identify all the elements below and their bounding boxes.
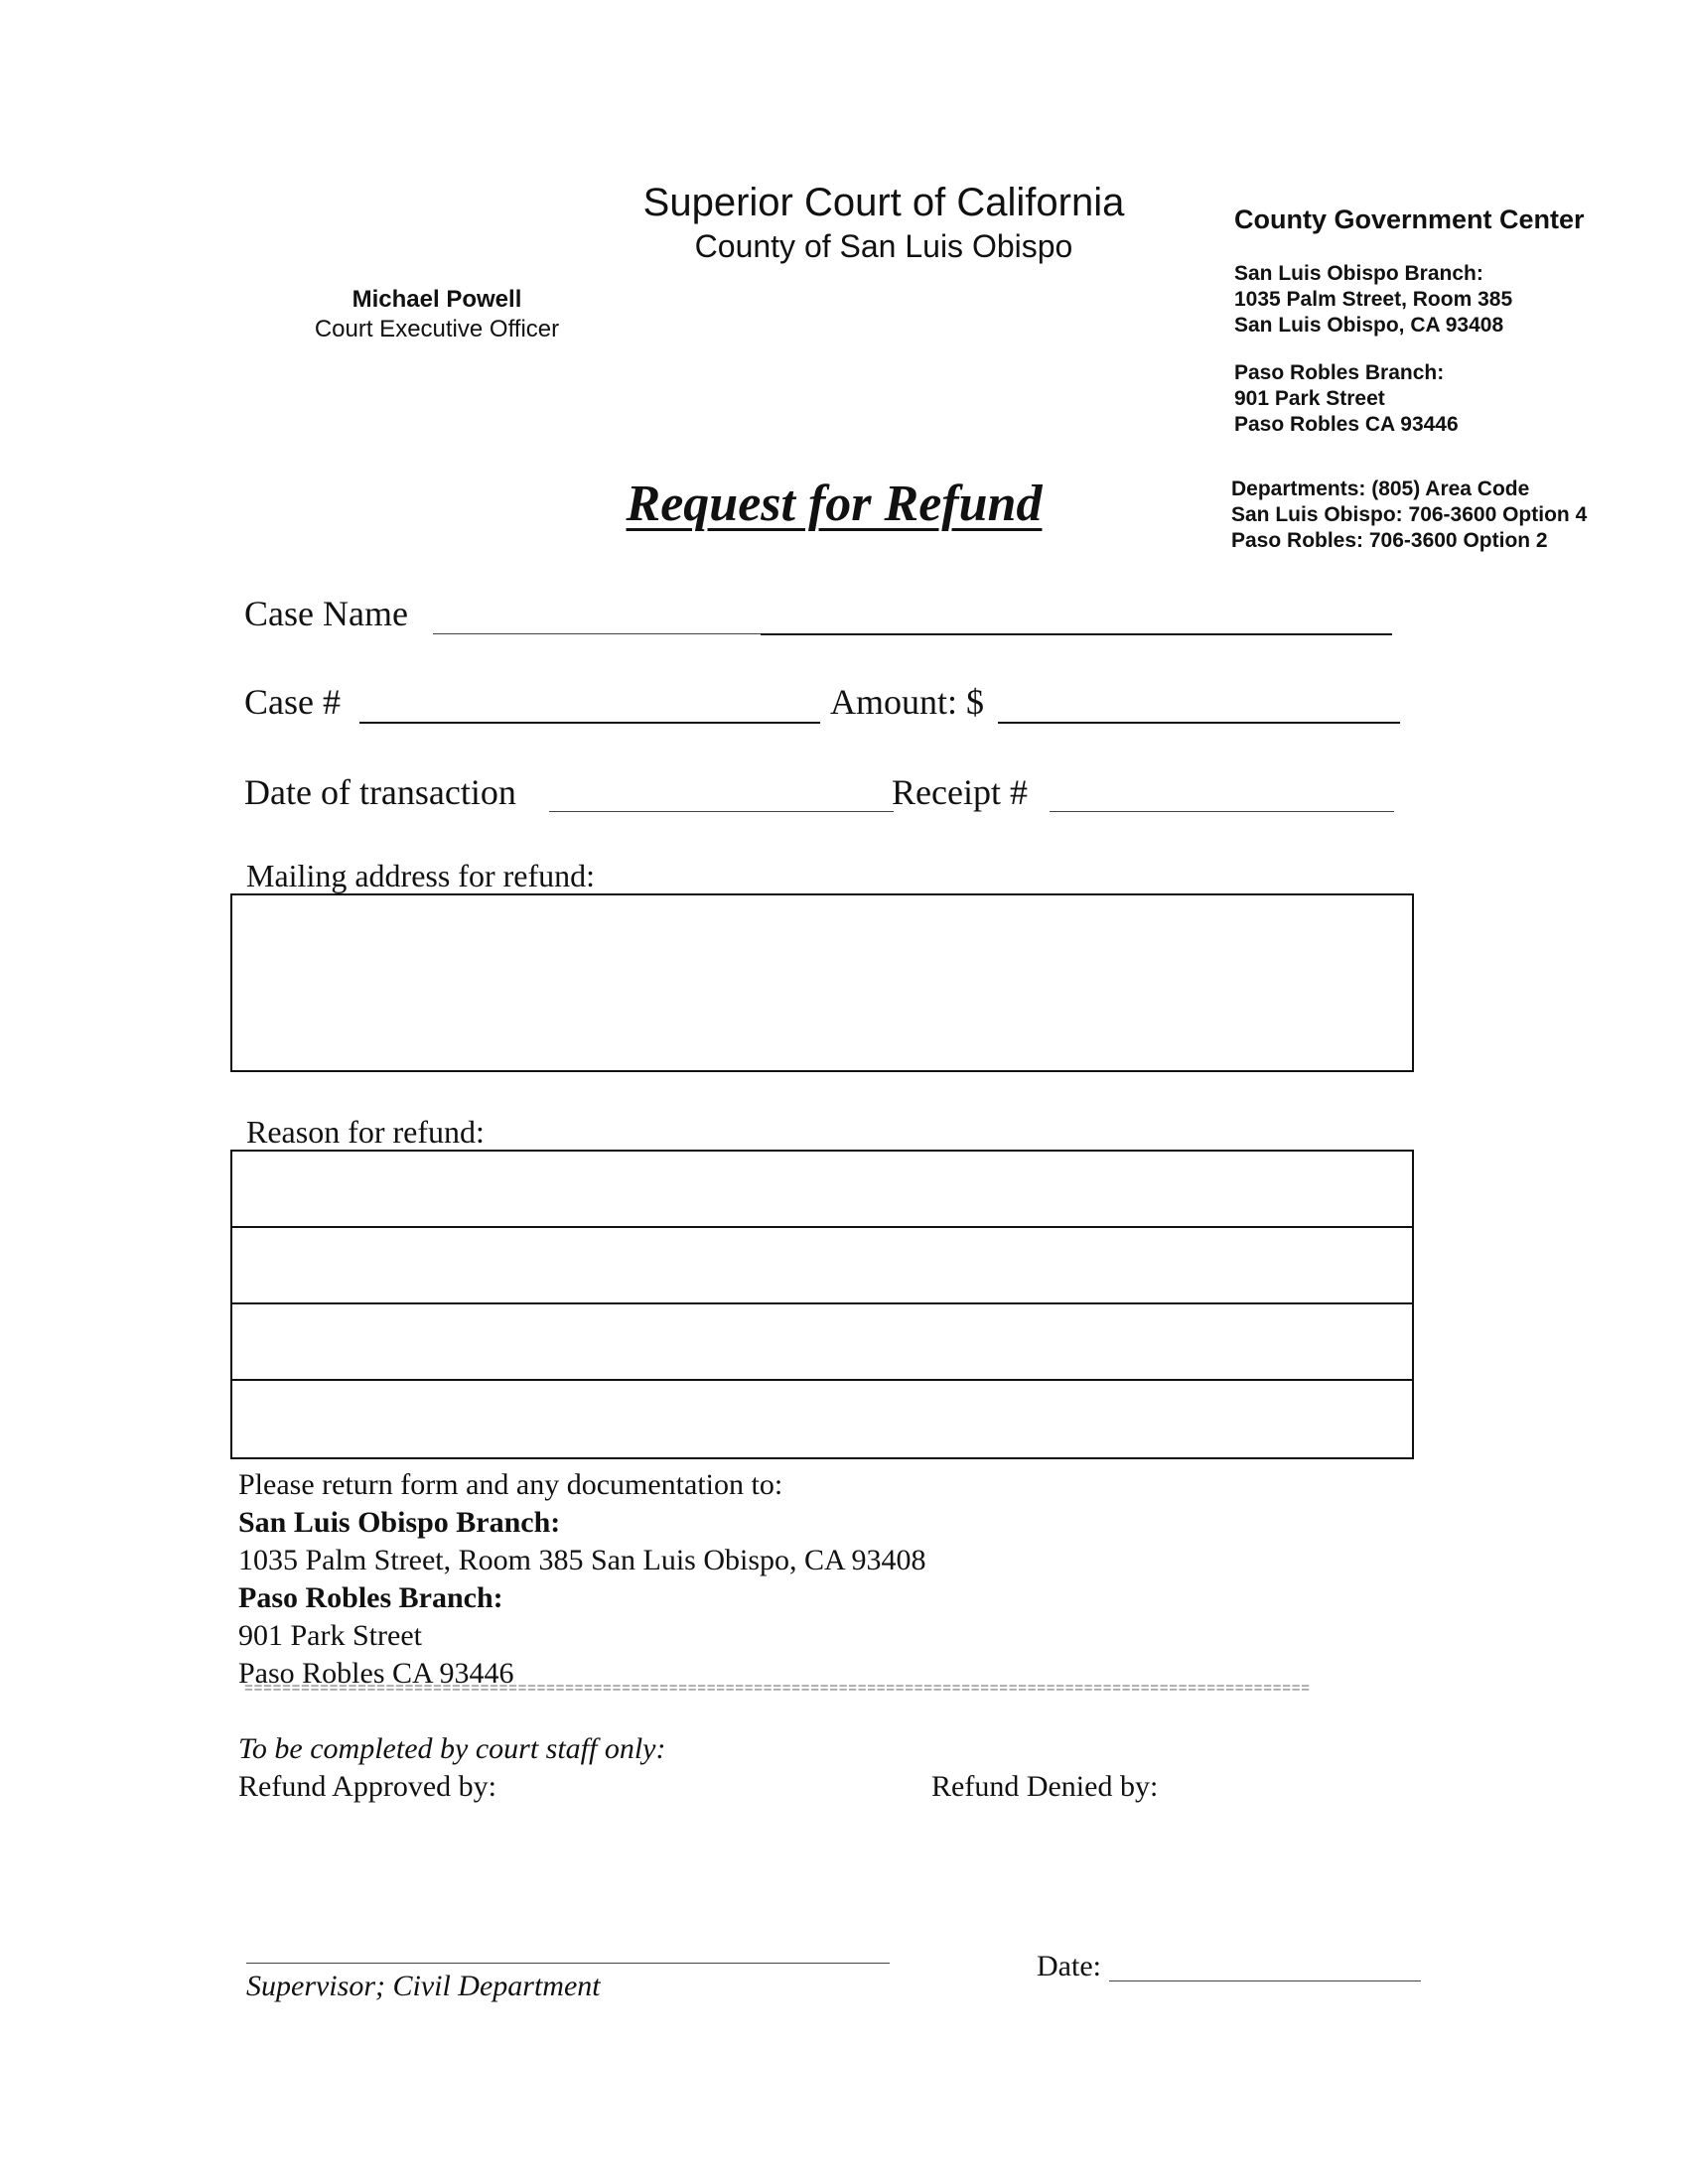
reason-line-4[interactable]	[232, 1381, 1412, 1455]
departments-area-code: Departments: (805) Area Code	[1231, 478, 1530, 500]
departments-pr-phone: Paso Robles: 706-3600 Option 2	[1231, 529, 1548, 552]
return-intro: Please return form and any documentation to:	[238, 1468, 783, 1501]
amount-label: Amount: $	[830, 682, 985, 722]
reason-box	[230, 1150, 1414, 1459]
reason-label: Reason for refund:	[246, 1114, 485, 1150]
return-pr-city: Paso Robles CA 93446	[238, 1657, 514, 1690]
supervisor-signature-line[interactable]	[246, 1963, 890, 1964]
slo-branch-city: San Luis Obispo, CA 93408	[1234, 314, 1504, 337]
reason-line-1[interactable]	[232, 1152, 1412, 1228]
mailing-address-box[interactable]	[230, 893, 1414, 1072]
form-title: Request for Refund	[626, 476, 1043, 532]
officer-name: Michael Powell	[352, 286, 522, 313]
amount-field[interactable]	[998, 722, 1400, 724]
staff-only-note: To be completed by court staff only:	[238, 1732, 666, 1765]
reason-line-2[interactable]	[232, 1228, 1412, 1304]
return-pr-street: 901 Park Street	[238, 1619, 422, 1652]
receipt-number-label: Receipt #	[892, 772, 1028, 812]
case-number-field[interactable]	[359, 722, 820, 724]
case-name-label: Case Name	[244, 594, 408, 633]
case-name-line-left[interactable]	[433, 633, 761, 634]
date-field[interactable]	[1109, 1980, 1421, 1981]
return-slo-heading: San Luis Obispo Branch:	[238, 1506, 561, 1539]
supervisor-label: Supervisor; Civil Department	[246, 1970, 601, 2002]
return-slo-address: 1035 Palm Street, Room 385 San Luis Obispo, CA 93408	[238, 1544, 926, 1576]
reason-line-3[interactable]	[232, 1304, 1412, 1381]
return-pr-heading: Paso Robles Branch:	[238, 1581, 503, 1614]
staff-divider: =================================================================================================================	[244, 1681, 1311, 1698]
slo-branch-heading: San Luis Obispo Branch:	[1234, 262, 1483, 285]
receipt-number-field[interactable]	[1050, 811, 1394, 812]
case-name-field[interactable]	[761, 633, 1392, 635]
departments-info	[1231, 477, 1587, 554]
pr-branch-city: Paso Robles CA 93446	[1234, 413, 1459, 436]
date-label: Date:	[1037, 1950, 1101, 1982]
court-title: Superior Court of California	[642, 181, 1125, 224]
refund-approved-label: Refund Approved by:	[238, 1770, 496, 1803]
slo-branch-info	[1234, 261, 1512, 339]
date-of-transaction-field[interactable]	[549, 811, 894, 812]
mailing-address-label: Mailing address for refund:	[246, 858, 596, 893]
case-number-label: Case #	[244, 682, 341, 722]
slo-branch-street: 1035 Palm Street, Room 385	[1234, 288, 1513, 311]
officer-title: Court Executive Officer	[314, 316, 560, 342]
pr-branch-info	[1234, 360, 1459, 438]
date-of-transaction-label: Date of transaction	[244, 772, 516, 812]
pr-branch-heading: Paso Robles Branch:	[1234, 361, 1445, 384]
departments-slo-phone: San Luis Obispo: 706-3600 Option 4	[1231, 503, 1588, 526]
county-government-center-title: County Government Center	[1234, 205, 1585, 234]
refund-denied-label: Refund Denied by:	[931, 1770, 1159, 1803]
pr-branch-street: 901 Park Street	[1234, 387, 1385, 410]
court-county: County of San Luis Obispo	[694, 228, 1073, 264]
